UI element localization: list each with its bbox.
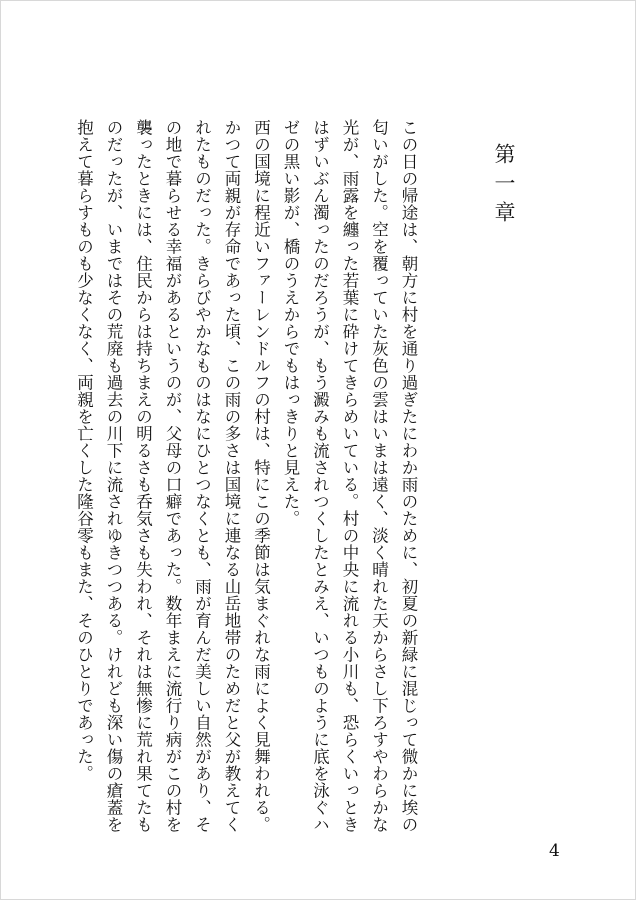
body-text [74, 119, 423, 849]
paragraph-1: この日の帰途は、朝方に村を通り過ぎたにわか雨のために、初夏の新緑に混じって微かに埃の匂いがした。空を覆っていた灰色の雲はいまは遠く、淡く晴れた天からさし下ろすやわらかな光が、雨露を纏った若葉に砕けてきらめいている。村の中央に流れる小川も、恐らくいっときはずいぶん濁ったのだろうが、もう澱みも流されつくしたとみえ、いつものように底を泳ぐハゼの黒い影が、橋のうえからでもはっきりと見えた。 [281, 119, 418, 833]
page-number: 4 [549, 841, 560, 861]
chapter-title: 第一章 [492, 143, 516, 230]
paragraph-2: 西の国境に程近いファーレンドルフの村は、特にこの季節は気まぐれな雨によく見舞われる。かつて両親が存命であった頃、この雨の多さは国境に連なる山岳地帯のためだと父が教えてくれたものだった。きらびやかなものはなにひとつなくとも、雨が育んだ美しい自然があり、その地で暮らせる幸福があるというのが、父母の口癖であった。数年まえに流行り病がこの村を襲ったときには、住民からは持ちまえの明るさも呑気さも失われ、それは無惨に荒れ果てたものだったが、いまではその荒廃も過去の川下に流されゆきつつある。けれども深い傷の瘡蓋を抱えて暮らすものも少なくなく、両親を亡くした隆谷零もまた、そのひとりであった。 [74, 119, 271, 833]
